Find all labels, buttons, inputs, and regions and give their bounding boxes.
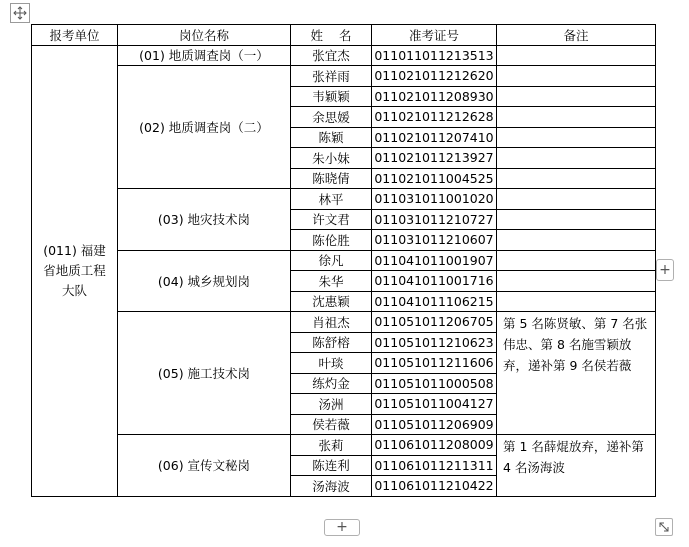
remark-cell: 第 5 名陈贤敏、第 7 名张伟忠、第 8 名施雪颖放弃，递补第 9 名侯若薇 xyxy=(497,312,656,435)
candidate-name: 张宜杰 xyxy=(291,45,372,66)
position-cell: (01) 地质调查岗（一） xyxy=(118,45,291,66)
exam-id: 011051011000508 xyxy=(372,373,497,394)
remark-cell xyxy=(497,209,656,230)
remark-cell xyxy=(497,271,656,292)
table-header-row xyxy=(32,25,656,46)
remark-cell xyxy=(497,250,656,271)
candidate-name: 余思媛 xyxy=(291,107,372,128)
exam-id: 011021011004525 xyxy=(372,168,497,189)
position-cell: (04) 城乡规划岗 xyxy=(118,250,291,312)
header-name: 姓 名 xyxy=(291,25,372,46)
remark-cell xyxy=(497,66,656,87)
position-cell: (03) 地灾技术岗 xyxy=(118,189,291,251)
candidate-name: 沈惠颖 xyxy=(291,291,372,312)
exam-id: 011011011213513 xyxy=(372,45,497,66)
exam-id: 011041011001716 xyxy=(372,271,497,292)
exam-id: 011031011001020 xyxy=(372,189,497,210)
table-row xyxy=(32,435,656,456)
position-cell: (06) 宣传文秘岗 xyxy=(118,435,291,497)
unit-cell: (011) 福建省地质工程大队 xyxy=(32,45,118,496)
exam-id: 011061011211311 xyxy=(372,455,497,476)
candidate-name: 陈晓倩 xyxy=(291,168,372,189)
candidate-name: 陈舒榕 xyxy=(291,332,372,353)
remark-cell: 第 1 名薛焜放弃，递补第 4 名汤海波 xyxy=(497,435,656,497)
remark-cell xyxy=(497,291,656,312)
table-row xyxy=(32,45,656,66)
exam-id: 011021011212620 xyxy=(372,66,497,87)
exam-id: 011051011210623 xyxy=(372,332,497,353)
candidate-name: 练灼金 xyxy=(291,373,372,394)
remark-cell xyxy=(497,45,656,66)
table-move-handle[interactable] xyxy=(10,3,30,23)
candidate-name: 徐凡 xyxy=(291,250,372,271)
candidate-name: 张祥雨 xyxy=(291,66,372,87)
candidate-name: 陈连利 xyxy=(291,455,372,476)
remark-cell xyxy=(497,230,656,251)
header-position: 岗位名称 xyxy=(118,25,291,46)
exam-id: 011041011106215 xyxy=(372,291,497,312)
position-cell: (05) 施工技术岗 xyxy=(118,312,291,435)
exam-id: 011021011213927 xyxy=(372,148,497,169)
exam-id: 011021011207410 xyxy=(372,127,497,148)
exam-id: 011051011206909 xyxy=(372,414,497,435)
candidate-table xyxy=(31,24,656,497)
resize-corner-icon xyxy=(658,521,670,533)
candidate-name: 汤海波 xyxy=(291,476,372,497)
add-column-button[interactable]: + xyxy=(656,259,674,281)
candidate-name: 韦颖颖 xyxy=(291,86,372,107)
candidate-name: 陈伦胜 xyxy=(291,230,372,251)
candidate-name: 林平 xyxy=(291,189,372,210)
candidate-name: 朱华 xyxy=(291,271,372,292)
candidate-name: 朱小妹 xyxy=(291,148,372,169)
add-row-button[interactable]: + xyxy=(324,519,360,536)
remark-cell xyxy=(497,189,656,210)
exam-id: 011051011206705 xyxy=(372,312,497,333)
exam-id: 011061011208009 xyxy=(372,435,497,456)
table-row xyxy=(32,189,656,210)
move-arrows-icon xyxy=(13,6,27,20)
exam-id: 011031011210607 xyxy=(372,230,497,251)
position-cell: (02) 地质调查岗（二） xyxy=(118,66,291,189)
remark-cell xyxy=(497,107,656,128)
remark-cell xyxy=(497,86,656,107)
exam-id: 011041011001907 xyxy=(372,250,497,271)
header-exam-id: 准考证号 xyxy=(372,25,497,46)
candidate-name: 张莉 xyxy=(291,435,372,456)
candidate-name: 肖祖杰 xyxy=(291,312,372,333)
exam-id: 011021011212628 xyxy=(372,107,497,128)
candidate-name: 陈颖 xyxy=(291,127,372,148)
table-row xyxy=(32,66,656,87)
candidate-name: 许文君 xyxy=(291,209,372,230)
remark-cell xyxy=(497,168,656,189)
table-row xyxy=(32,250,656,271)
candidate-name: 叶琰 xyxy=(291,353,372,374)
exam-id: 011021011208930 xyxy=(372,86,497,107)
remark-cell xyxy=(497,148,656,169)
remark-cell xyxy=(497,127,656,148)
exam-id: 011031011210727 xyxy=(372,209,497,230)
header-remark: 备注 xyxy=(497,25,656,46)
exam-id: 011051011211606 xyxy=(372,353,497,374)
table-resize-handle[interactable] xyxy=(655,518,673,536)
exam-id: 011051011004127 xyxy=(372,394,497,415)
header-unit: 报考单位 xyxy=(32,25,118,46)
candidate-name: 侯若薇 xyxy=(291,414,372,435)
candidate-name: 汤洲 xyxy=(291,394,372,415)
table-row xyxy=(32,312,656,333)
exam-id: 011061011210422 xyxy=(372,476,497,497)
